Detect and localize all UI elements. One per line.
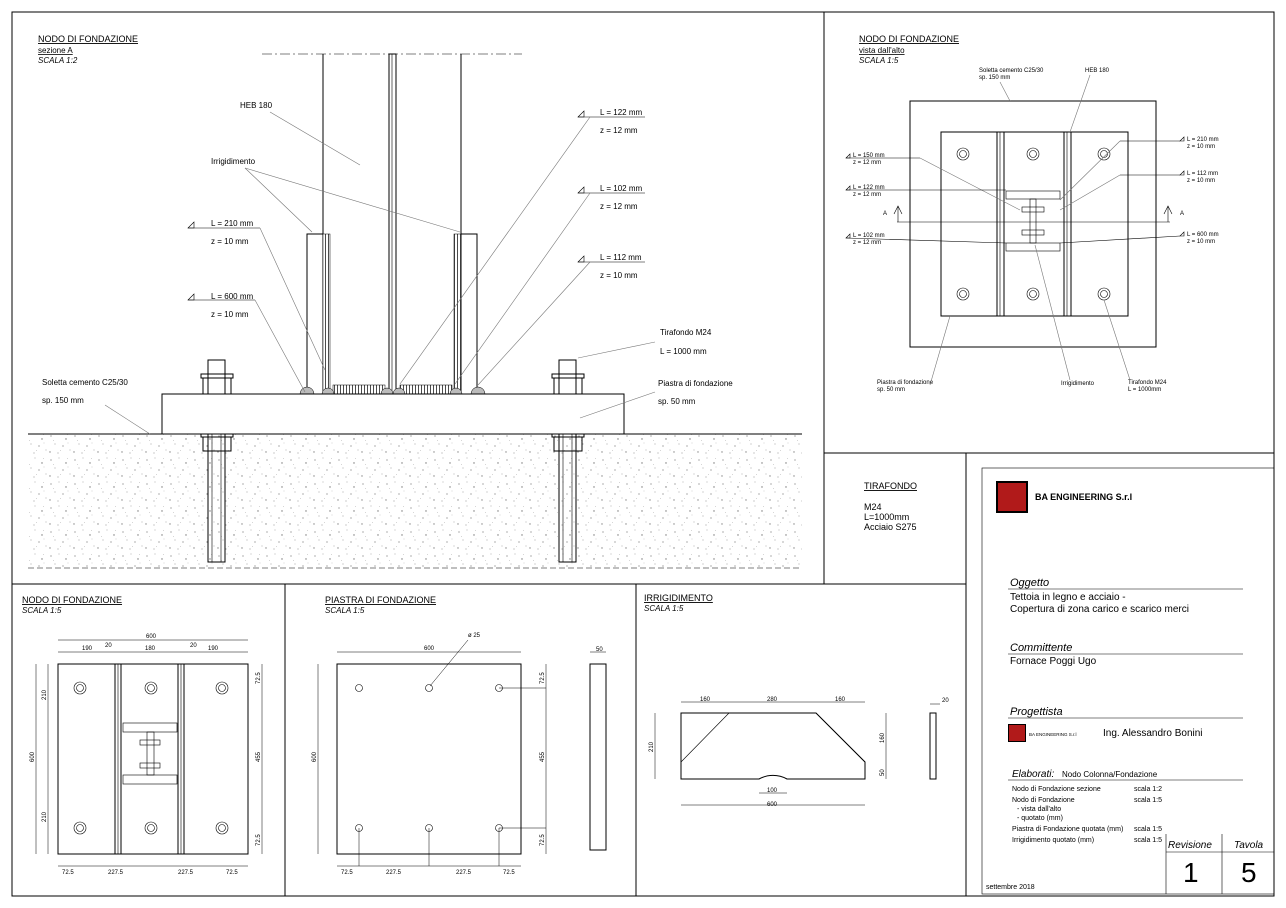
svg-text:L = 102 mm: L = 102 mm: [853, 233, 885, 239]
svg-text:Revisione: Revisione: [1168, 840, 1212, 851]
svg-text:210: 210: [42, 689, 48, 700]
svg-text:L = 122 mm: L = 122 mm: [600, 108, 643, 117]
weld-symbol-600: [188, 292, 305, 392]
sheet-number: 5: [1241, 857, 1257, 888]
svg-text:20: 20: [942, 698, 949, 704]
svg-text:Irrigidimento quotato (mm): Irrigidimento quotato (mm): [1012, 837, 1095, 844]
node-dimensioned: [22, 595, 262, 876]
svg-text:72.5: 72.5: [540, 672, 546, 684]
top-bolt-holes: [957, 148, 1110, 300]
top-label-tirafondo: Tirafondo M24: [1128, 380, 1167, 386]
svg-text:z = 10 mm: z = 10 mm: [1187, 144, 1216, 150]
section-view-scale: SCALA 1:2: [38, 56, 78, 65]
svg-text:- quotato (mm): - quotato (mm): [1017, 815, 1063, 822]
svg-text:z = 12 mm: z = 12 mm: [853, 240, 882, 246]
elaborati-list: [1012, 786, 1162, 844]
svg-text:scala 1:5: scala 1:5: [1134, 837, 1163, 844]
svg-text:100: 100: [767, 788, 778, 794]
svg-text:160: 160: [880, 732, 886, 743]
svg-text:50: 50: [596, 647, 603, 653]
svg-text:Nodo di Fondazione sezione: Nodo di Fondazione sezione: [1012, 786, 1101, 793]
svg-text:Committente: Committente: [1010, 642, 1073, 654]
tirafondo-title: TIRAFONDO: [864, 481, 917, 491]
top-view-title: NODO DI FONDAZIONE: [859, 34, 960, 44]
svg-text:600: 600: [30, 751, 36, 762]
svg-text:455: 455: [256, 751, 262, 762]
top-view-subtitle: vista dall'alto: [859, 46, 905, 55]
section-mark-right: A: [1180, 211, 1185, 217]
svg-text:600: 600: [312, 751, 318, 762]
svg-text:SCALA 1:5: SCALA 1:5: [644, 604, 684, 613]
svg-text:z = 10 mm: z = 10 mm: [1187, 178, 1216, 184]
svg-text:227.5: 227.5: [178, 870, 194, 876]
company-name: BA ENGINEERING S.r.l: [1035, 492, 1133, 502]
top-label-piastra: Piastra di fondazione: [877, 380, 934, 386]
svg-text:NODO DI FONDAZIONE: NODO DI FONDAZIONE: [22, 595, 123, 605]
svg-text:z = 12 mm: z = 12 mm: [600, 126, 638, 135]
svg-text:L = 210 mm: L = 210 mm: [1187, 137, 1219, 143]
top-label-tirafondo-l: L = 1000mm: [1128, 387, 1162, 393]
svg-text:160: 160: [835, 697, 846, 703]
svg-text:z = 12 mm: z = 12 mm: [853, 160, 882, 166]
top-label-soletta-sp: sp. 150 mm: [979, 75, 1011, 81]
label-soletta: Soletta cemento C25/30: [42, 378, 128, 387]
svg-text:Elaborati:: Elaborati:: [1012, 769, 1055, 780]
svg-text:20: 20: [105, 643, 112, 649]
svg-text:280: 280: [767, 697, 778, 703]
svg-text:L = 600 mm: L = 600 mm: [211, 292, 254, 301]
svg-text:z = 10 mm: z = 10 mm: [1187, 239, 1216, 245]
svg-text:Nodo di Fondazione: Nodo di Fondazione: [1012, 797, 1075, 804]
svg-text:72.5: 72.5: [62, 870, 74, 876]
svg-text:L=1000mm: L=1000mm: [864, 512, 910, 522]
sheet-date: settembre 2018: [986, 884, 1035, 891]
column-web: [389, 54, 396, 394]
section-mark-left: A: [883, 211, 888, 217]
svg-text:SCALA 1:5: SCALA 1:5: [325, 606, 365, 615]
plate-dimensioned: [312, 595, 606, 876]
svg-text:L = 210 mm: L = 210 mm: [211, 219, 254, 228]
svg-text:600: 600: [424, 646, 435, 652]
svg-text:BA ENGINEERING S.r.l: BA ENGINEERING S.r.l: [1029, 732, 1077, 737]
svg-text:Tavola: Tavola: [1234, 840, 1264, 851]
revision-number: 1: [1183, 857, 1199, 888]
svg-text:L = 122 mm: L = 122 mm: [853, 185, 885, 191]
svg-text:50: 50: [880, 769, 886, 776]
svg-text:L = 600 mm: L = 600 mm: [1187, 232, 1219, 238]
svg-text:Copertura di zona carico e sca: Copertura di zona carico e scarico merci: [1010, 604, 1189, 615]
svg-text:Piastra di Fondazione quotata: Piastra di Fondazione quotata (mm): [1012, 826, 1124, 833]
top-label-irrigidimento: Irrigidimento: [1061, 381, 1095, 387]
svg-text:z = 10 mm: z = 10 mm: [211, 237, 249, 246]
svg-text:- vista dall'alto: - vista dall'alto: [1017, 806, 1062, 813]
svg-text:72.5: 72.5: [256, 834, 262, 846]
svg-text:M24: M24: [864, 502, 882, 512]
svg-text:20: 20: [190, 643, 197, 649]
svg-text:scala 1:5: scala 1:5: [1134, 826, 1163, 833]
svg-text:227.5: 227.5: [456, 870, 472, 876]
weld-symbol-112: [478, 253, 645, 385]
svg-text:z = 12 mm: z = 12 mm: [600, 202, 638, 211]
weld-symbol-122: [400, 108, 645, 384]
svg-text:210: 210: [649, 741, 655, 752]
top-label-heb: HEB 180: [1085, 68, 1110, 74]
section-view-subtitle: sezione A: [38, 46, 73, 55]
weld-symbol-210: [188, 219, 325, 370]
top-weld-600: [1060, 232, 1219, 245]
svg-text:455: 455: [540, 751, 546, 762]
label-tirafondo-l: L = 1000 mm: [660, 347, 707, 356]
section-view: [28, 34, 802, 568]
svg-text:L = 102 mm: L = 102 mm: [600, 184, 643, 193]
svg-text:L = 112 mm: L = 112 mm: [1187, 171, 1219, 177]
svg-text:72.5: 72.5: [256, 672, 262, 684]
svg-text:190: 190: [82, 646, 93, 652]
base-plate: [162, 394, 624, 434]
svg-text:SCALA 1:5: SCALA 1:5: [22, 606, 62, 615]
svg-text:L = 150 mm: L = 150 mm: [853, 153, 885, 159]
weld-symbol-102: [455, 184, 645, 384]
label-irrigidimento: Irrigidimento: [211, 157, 256, 166]
svg-text:190: 190: [208, 646, 219, 652]
svg-text:227.5: 227.5: [108, 870, 124, 876]
svg-text:scala 1:2: scala 1:2: [1134, 786, 1163, 793]
svg-text:L = 112 mm: L = 112 mm: [600, 253, 642, 262]
label-heb180: HEB 180: [240, 101, 273, 110]
svg-text:Tettoia in legno e acciaio -: Tettoia in legno e acciaio -: [1010, 592, 1126, 603]
svg-text:72.5: 72.5: [341, 870, 353, 876]
stiffener-dimensioned: [644, 593, 949, 808]
top-view: [846, 34, 1219, 393]
top-label-soletta: Soletta cemento C25/30: [979, 68, 1044, 74]
stiffener-left: [307, 234, 323, 394]
concrete-slab: [28, 434, 802, 568]
top-weld-122: [846, 185, 1006, 198]
top-weld-102: [846, 233, 1006, 246]
title-block: [982, 468, 1274, 894]
svg-text:227.5: 227.5: [386, 870, 402, 876]
svg-text:ø 25: ø 25: [468, 633, 481, 639]
top-weld-150: [846, 153, 1020, 210]
label-tirafondo: Tirafondo M24: [660, 328, 712, 337]
svg-text:Fornace Poggi Ugo: Fornace Poggi Ugo: [1010, 656, 1097, 667]
svg-text:z = 10 mm: z = 10 mm: [600, 271, 638, 280]
label-piastra: Piastra di fondazione: [658, 379, 733, 388]
svg-text:Acciaio S275: Acciaio S275: [864, 522, 917, 532]
svg-text:210: 210: [42, 811, 48, 822]
tirafondo-spec: [864, 481, 917, 532]
section-view-title: NODO DI FONDAZIONE: [38, 34, 139, 44]
svg-text:180: 180: [145, 646, 156, 652]
svg-text:z = 12 mm: z = 12 mm: [853, 192, 882, 198]
svg-text:600: 600: [767, 802, 778, 808]
svg-text:z = 10 mm: z = 10 mm: [211, 310, 249, 319]
top-label-piastra-sp: sp. 50 mm: [877, 387, 906, 393]
svg-text:Nodo Colonna/Fondazione: Nodo Colonna/Fondazione: [1062, 770, 1158, 779]
svg-text:72.5: 72.5: [503, 870, 515, 876]
top-concrete: [910, 101, 1156, 347]
svg-text:Oggetto: Oggetto: [1010, 577, 1050, 589]
svg-text:IRRIGIDIMENTO: IRRIGIDIMENTO: [644, 593, 713, 603]
svg-text:72.5: 72.5: [226, 870, 238, 876]
svg-text:160: 160: [700, 697, 711, 703]
svg-text:600: 600: [146, 634, 157, 640]
svg-text:PIASTRA DI FONDAZIONE: PIASTRA DI FONDAZIONE: [325, 595, 437, 605]
svg-text:Progettista: Progettista: [1010, 706, 1063, 718]
top-weld-210: [1060, 137, 1219, 200]
svg-text:72.5: 72.5: [540, 834, 546, 846]
stiffener-right: [461, 234, 477, 394]
label-soletta-sp: sp. 150 mm: [42, 396, 84, 405]
svg-text:scala 1:5: scala 1:5: [1134, 797, 1163, 804]
label-piastra-sp: sp. 50 mm: [658, 397, 696, 406]
svg-text:Ing. Alessandro Bonini: Ing. Alessandro Bonini: [1103, 728, 1203, 739]
top-view-scale: SCALA 1:5: [859, 56, 899, 65]
